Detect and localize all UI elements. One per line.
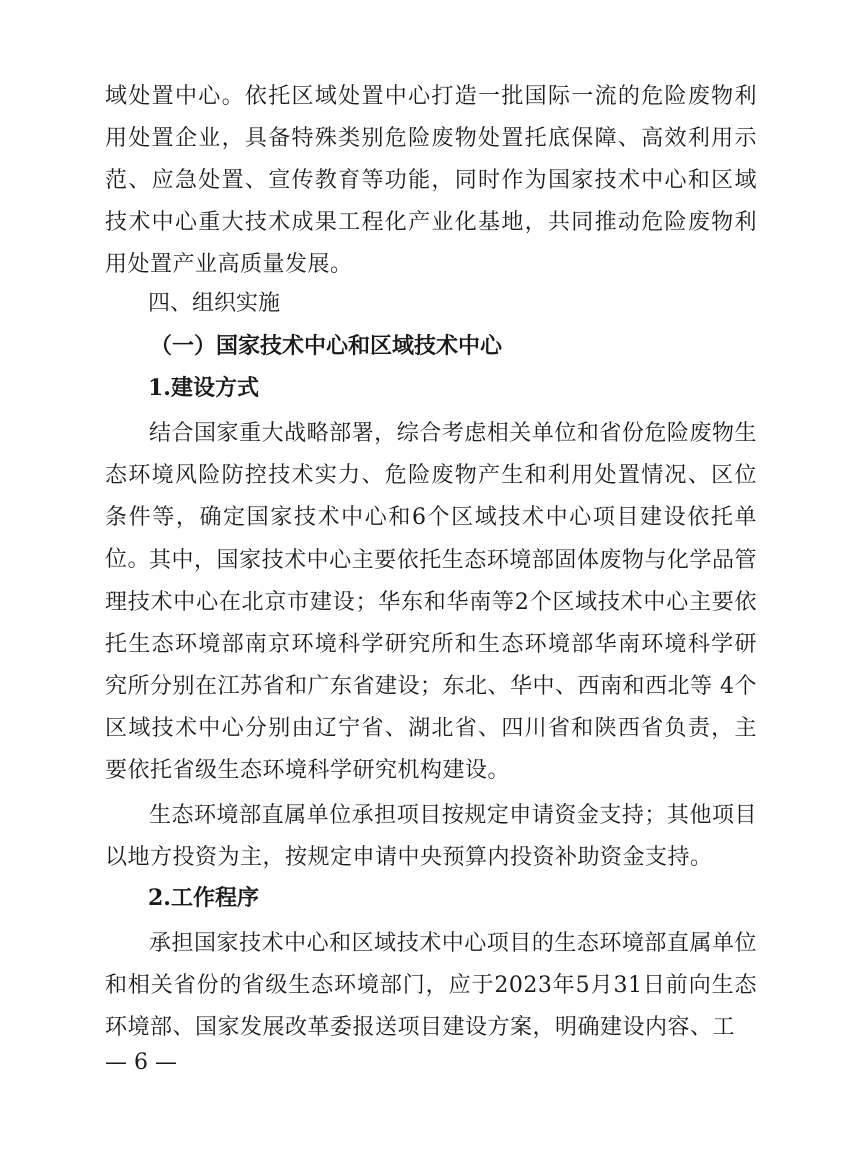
item-heading-work-procedure: 2.工作程序 [148, 885, 259, 911]
paragraph-work-procedure: 承担国家技术中心和区域技术中心项目的生态环境部直属单位和相关省份的省级生态环境部门，应于2023年5月31日前向生态环境部、国家发展改革委报送项目建设方案，明确建设内容、工 [105, 931, 757, 1040]
subsection-heading-tech-centers: （一）国家技术中心和区域技术中心 [150, 333, 503, 359]
section-heading-organization: 四、组织实施 [148, 291, 281, 316]
paragraph-funding: 生态环境部直属单位承担项目按规定申请资金支持；其他项目以地方投资为主，按规定申请中央预算内投资补助资金支持。 [105, 803, 757, 870]
paragraph-regional-disposal-center: 域处置中心。依托区域处置中心打造一批国际一流的危险废物利用处置企业，具备特殊类别危险废物处置托底保障、高效利用示范、应急处置、宣传教育等功能，同时作为国家技术中心和区域技术中心重大技术成果工程化产业化基地，共同推动危险废物利用处置产业高质量发展。 [105, 84, 757, 277]
paragraph-center-locations: 其中，国家技术中心主要依托生态环境部固体废物与化学品管理技术中心在北京市建设；华东和华南等2个区域技术中心主要依托生态环境部南京环境科学研究所和生态环境部华南环境科学研究所分别在江苏省和广东省建设；东北、华中、西南和西北等 4个区域技术中心分别由辽宁省、湖北省、四川省和陕西省负责，主要依托省级生态环境科学研究机构建设。 [105, 548, 757, 783]
item-heading-construction-method: 1.建设方式 [148, 375, 259, 401]
page-number: — 6 — [105, 1050, 177, 1075]
paragraph-construction-basis: 结合国家重大战略部署，综合考虑相关单位和省份危险废物生态环境风险防控技术实力、危险废物产生和利用处置情况、区位条件等，确定国家技术中心和6个区域技术中心项目建设依托单位。 [105, 421, 757, 572]
